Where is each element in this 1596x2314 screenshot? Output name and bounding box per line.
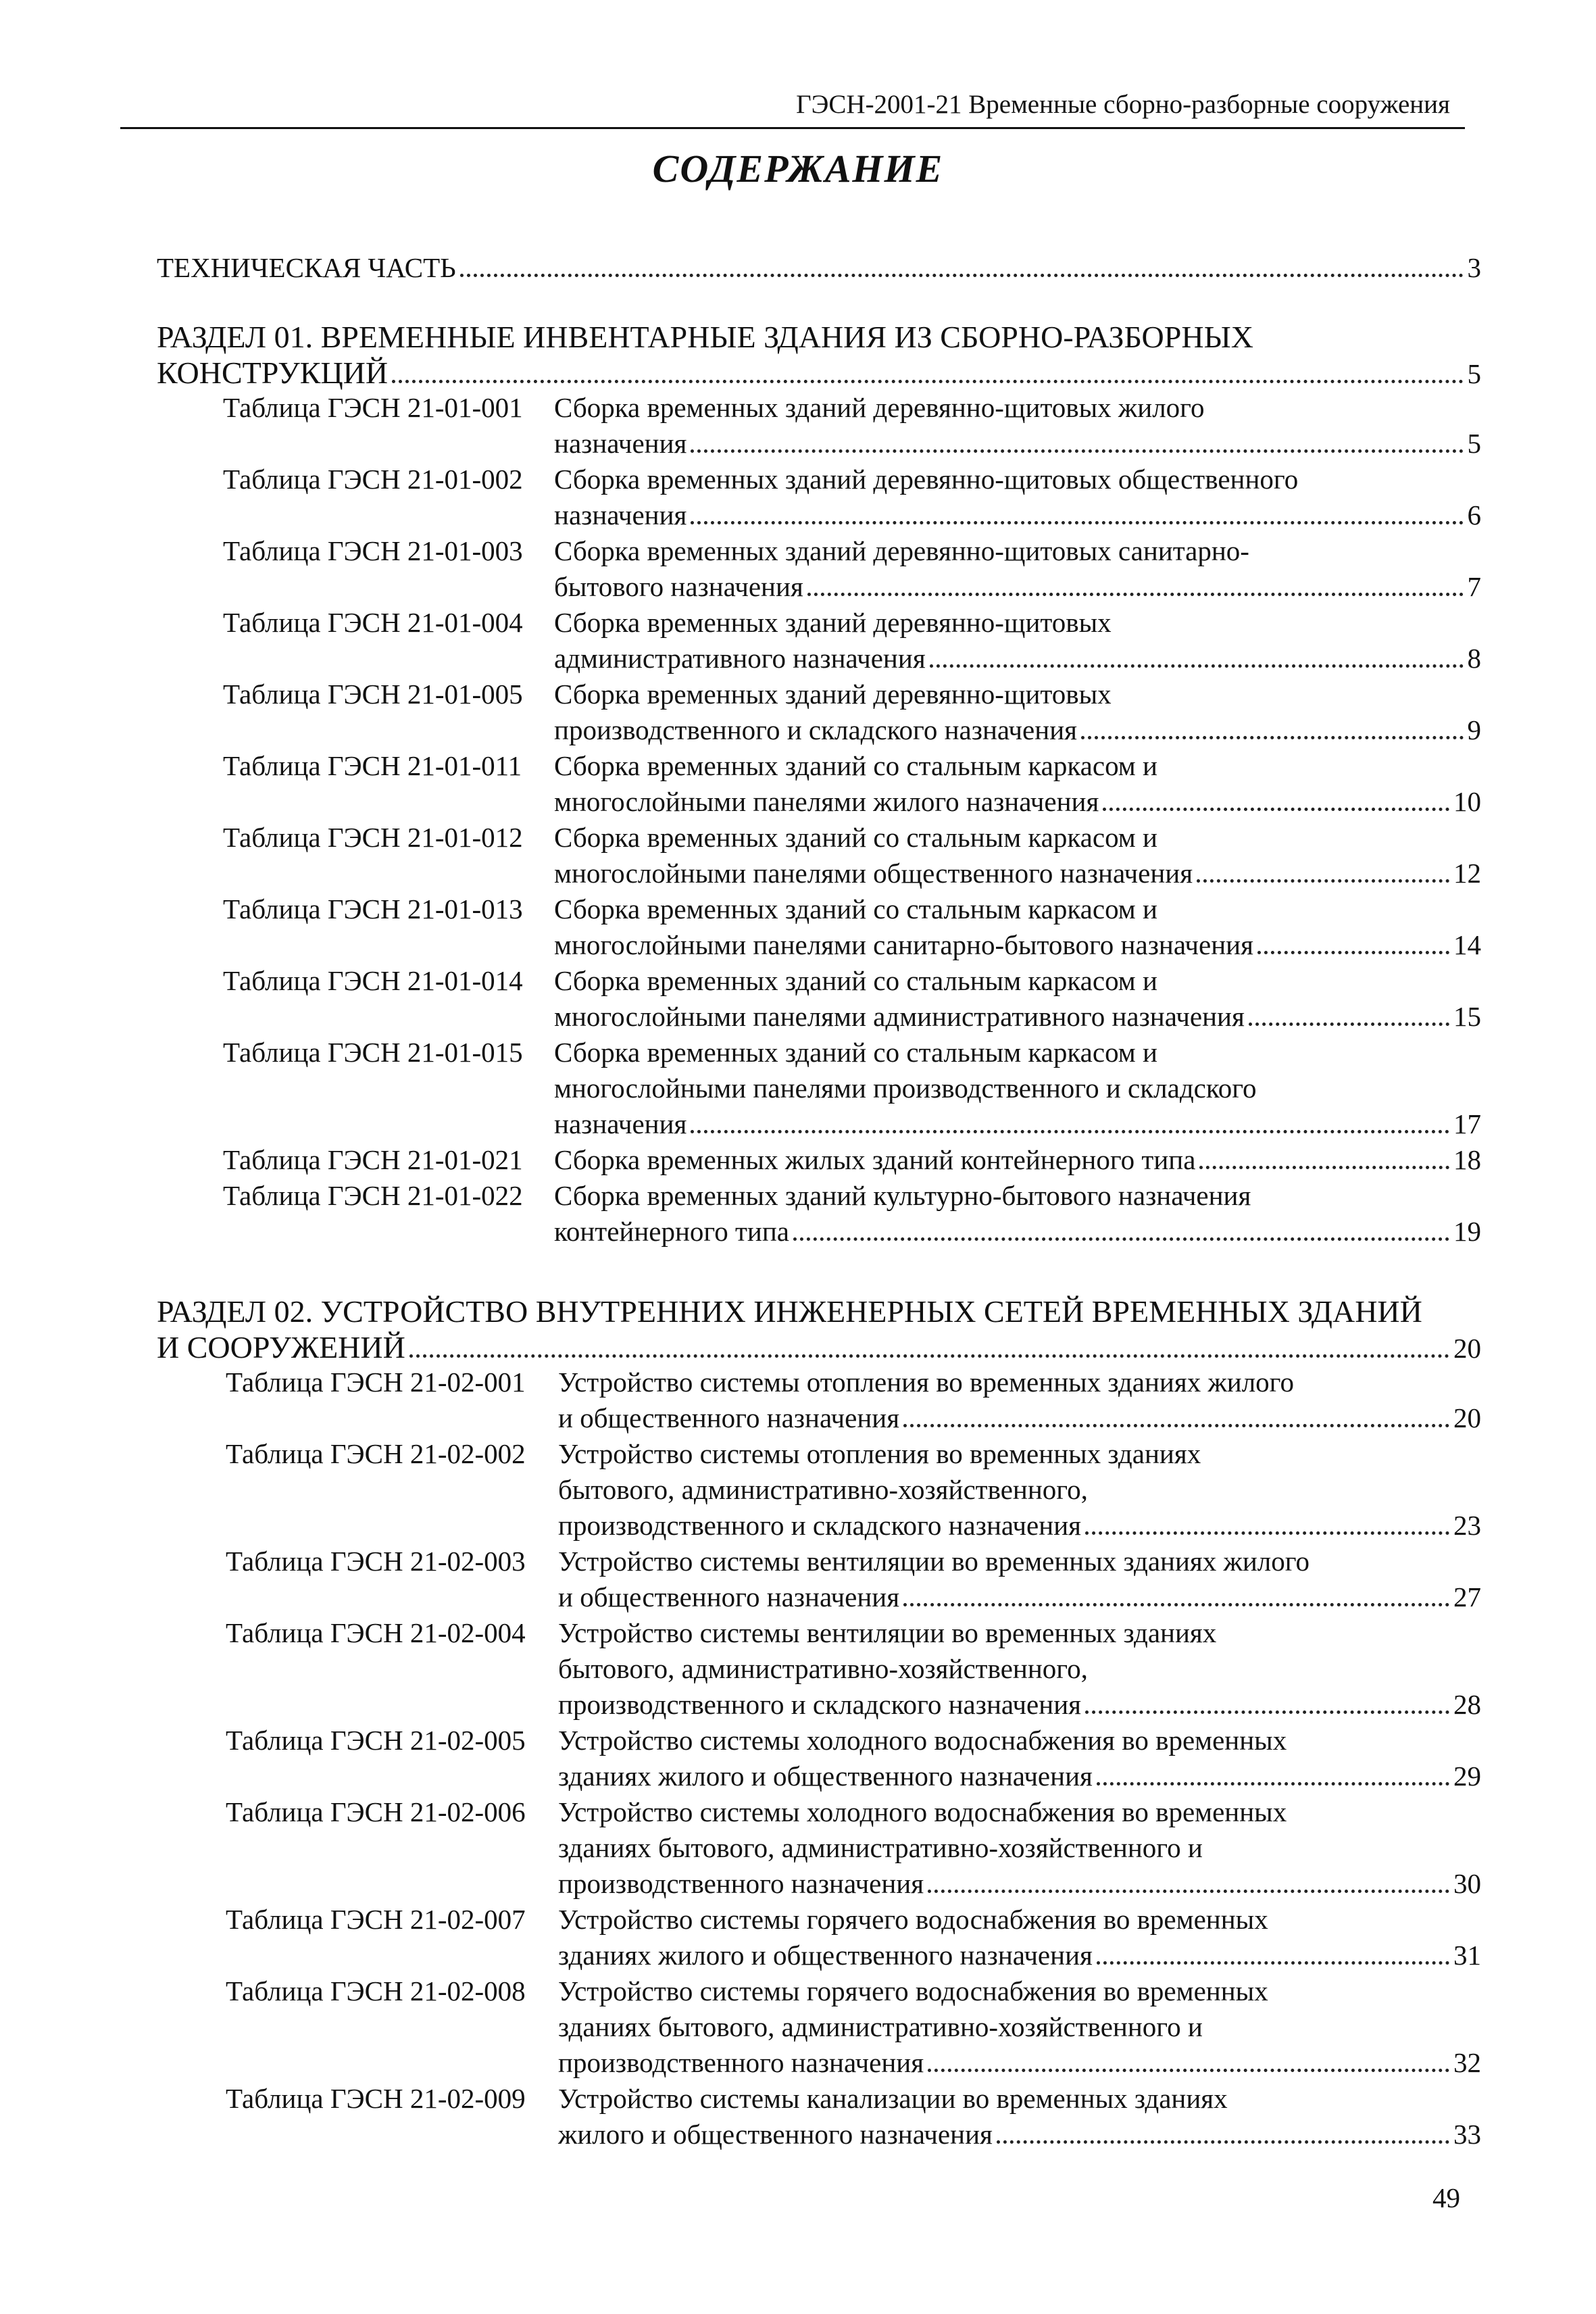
toc-entry[interactable] xyxy=(157,462,1481,533)
entry-description xyxy=(554,891,1481,963)
entry-description xyxy=(558,1794,1481,1902)
entry-description-last-line: и общественного назначения xyxy=(558,1581,900,1613)
entry-indent xyxy=(157,1178,191,1250)
entry-indent xyxy=(157,1794,191,1902)
section-01-page: 5 xyxy=(1467,358,1481,389)
entry-description-last-line: многослойными панелями санитарно-бытового назначения xyxy=(554,929,1253,960)
entry-page-number: 14 xyxy=(1453,929,1481,960)
entry-description-line: многослойными панелями производственного и складского xyxy=(554,1073,1257,1104)
toc-entry[interactable] xyxy=(157,891,1481,963)
toc-entry[interactable] xyxy=(157,1436,1481,1544)
toc-entry[interactable] xyxy=(157,963,1481,1035)
entry-page-number: 6 xyxy=(1467,499,1481,531)
entry-page-number: 17 xyxy=(1453,1108,1481,1139)
section-01-heading-line2[interactable] xyxy=(157,354,1481,390)
entry-table-code: Таблица ГЭСН 21-02-004 xyxy=(226,1617,526,1648)
entry-description xyxy=(554,676,1481,748)
entry-table-code: Таблица ГЭСН 21-02-002 xyxy=(226,1438,526,1469)
entry-indent xyxy=(157,963,191,1035)
dot-leader xyxy=(1097,1782,1449,1786)
entry-page-number: 7 xyxy=(1467,571,1481,602)
entry-page-number: 27 xyxy=(1453,1581,1481,1613)
entry-description xyxy=(554,533,1481,605)
entry-indent xyxy=(157,748,191,820)
entry-indent xyxy=(157,1902,191,1973)
section-02-page: 20 xyxy=(1453,1333,1481,1364)
entry-description-line: Устройство системы отопления во временных зданиях xyxy=(558,1438,1201,1469)
entry-description-last-line: и общественного назначения xyxy=(558,1402,900,1433)
dot-leader xyxy=(691,521,1463,524)
dot-leader xyxy=(1257,951,1449,954)
page-title: СОДЕРЖАНИЕ xyxy=(652,147,944,191)
entry-description-line: Сборка временных зданий деревянно-щитовых жилого xyxy=(554,392,1205,423)
entry-page-number: 8 xyxy=(1467,643,1481,674)
dot-leader xyxy=(409,1354,1449,1358)
entry-description-last-line: производственного и складского назначения xyxy=(554,714,1077,745)
entry-description-line: бытового, административно-хозяйственного, xyxy=(558,1474,1088,1505)
dot-leader xyxy=(1199,1166,1449,1169)
entry-table-code: Таблица ГЭСН 21-02-009 xyxy=(226,2083,526,2114)
entry-table-code: Таблица ГЭСН 21-02-007 xyxy=(226,1904,526,1935)
entry-table-code: Таблица ГЭСН 21-02-005 xyxy=(226,1725,526,1756)
entry-table-code: Таблица ГЭСН 21-01-021 xyxy=(223,1144,523,1175)
entry-description-line: Устройство системы отопления во временных зданиях жилого xyxy=(558,1367,1294,1398)
entry-description-line: Сборка временных зданий деревянно-щитовых санитарно- xyxy=(554,535,1249,566)
entry-table-code: Таблица ГЭСН 21-02-001 xyxy=(226,1367,526,1398)
toc-entry[interactable] xyxy=(157,1142,1481,1178)
toc-entry[interactable] xyxy=(157,390,1481,462)
section-02-title-cont: И СООРУЖЕНИЙ xyxy=(157,1330,405,1364)
entry-description-last-line: назначения xyxy=(554,1108,687,1139)
entry-description-line: Устройство системы вентиляции во временных зданиях жилого xyxy=(558,1546,1310,1577)
entry-description xyxy=(558,1902,1481,1973)
entry-table-code: Таблица ГЭСН 21-01-011 xyxy=(223,750,522,781)
entry-description-last-line: бытового назначения xyxy=(554,571,803,602)
entry-description-line: зданиях бытового, административно-хозяйственного и xyxy=(558,1832,1203,1863)
entry-description xyxy=(558,1973,1481,2081)
entry-page-number: 32 xyxy=(1453,2047,1481,2078)
entry-description-last-line: назначения xyxy=(554,428,687,459)
toc-entry[interactable] xyxy=(157,1902,1481,1973)
toc-entry[interactable] xyxy=(157,1178,1481,1250)
entry-description-line: бытового, административно-хозяйственного, xyxy=(558,1653,1088,1684)
entry-table-code: Таблица ГЭСН 21-01-012 xyxy=(223,822,523,853)
dot-leader xyxy=(1085,1710,1449,1714)
entry-table-code: Таблица ГЭСН 21-01-002 xyxy=(223,464,523,495)
entry-description-last-line: многослойными панелями административного назначения xyxy=(554,1001,1245,1032)
entry-indent xyxy=(157,1973,191,2081)
dot-leader xyxy=(903,1424,1449,1427)
entry-description xyxy=(558,1436,1481,1544)
running-header xyxy=(120,87,1465,129)
entry-description xyxy=(554,1178,1481,1250)
dot-leader xyxy=(903,1603,1449,1606)
entry-page-number: 20 xyxy=(1453,1402,1481,1433)
section-02-heading-line2[interactable] xyxy=(157,1329,1481,1364)
entry-page-number: 15 xyxy=(1453,1001,1481,1032)
entry-description xyxy=(554,1035,1481,1142)
dot-leader xyxy=(1081,736,1464,739)
entry-description-line: Сборка временных зданий со стальным каркасом и xyxy=(554,893,1157,925)
entry-page-number: 18 xyxy=(1453,1144,1481,1175)
section-01-title-cont: КОНСТРУКЦИЙ xyxy=(157,355,389,390)
entry-table-code: Таблица ГЭСН 21-01-004 xyxy=(223,607,523,638)
toc-entry[interactable] xyxy=(157,605,1481,676)
dot-leader xyxy=(691,449,1463,453)
entry-indent xyxy=(157,605,191,676)
entry-table-code: Таблица ГЭСН 21-02-006 xyxy=(226,1796,526,1827)
entry-description xyxy=(558,1544,1481,1615)
toc-tech-page: 3 xyxy=(1467,252,1481,283)
toc-entry[interactable] xyxy=(157,2081,1481,2152)
entry-description-line: Устройство системы вентиляции во временных зданиях xyxy=(558,1617,1217,1648)
entry-description-last-line: многослойными панелями жилого назначения xyxy=(554,786,1099,817)
toc-tech-label: ТЕХНИЧЕСКАЯ ЧАСТЬ xyxy=(157,252,456,283)
entry-description-last-line: производственного и складского назначения xyxy=(558,1689,1081,1720)
entry-indent xyxy=(157,891,191,963)
entry-indent xyxy=(157,820,191,891)
entry-description xyxy=(554,605,1481,676)
entry-indent xyxy=(157,676,191,748)
dot-leader xyxy=(928,2069,1449,2072)
entry-page-number: 19 xyxy=(1453,1216,1481,1247)
entry-indent xyxy=(157,1723,191,1794)
entry-page-number: 31 xyxy=(1453,1940,1481,1971)
entry-description xyxy=(558,1364,1481,1436)
entry-indent xyxy=(157,1142,191,1178)
entry-page-number: 29 xyxy=(1453,1761,1481,1792)
entry-description-last-line: жилого и общественного назначения xyxy=(558,2119,993,2150)
entry-description-last-line: производственного и складского назначения xyxy=(558,1510,1081,1541)
entry-description-line: Устройство системы горячего водоснабжения во временных xyxy=(558,1975,1268,2007)
entry-description-last-line: контейнерного типа xyxy=(554,1216,789,1247)
entry-page-number: 23 xyxy=(1453,1510,1481,1541)
dot-leader xyxy=(928,1890,1449,1893)
entry-description-last-line: производственного назначения xyxy=(558,1868,924,1899)
toc-entry[interactable] xyxy=(157,676,1481,748)
entry-page-number: 28 xyxy=(1453,1689,1481,1720)
entry-table-code: Таблица ГЭСН 21-01-005 xyxy=(223,679,523,710)
entry-indent xyxy=(157,1436,191,1544)
entry-page-number: 10 xyxy=(1453,786,1481,817)
table-of-contents xyxy=(157,250,1481,2152)
entry-description xyxy=(554,462,1481,533)
section-02 xyxy=(157,1293,1481,2152)
entry-description-last-line: Сборка временных жилых зданий контейнерного типа xyxy=(554,1144,1196,1175)
entry-description-last-line: производственного назначения xyxy=(558,2047,924,2078)
entry-description xyxy=(554,820,1481,891)
toc-entry[interactable] xyxy=(157,1615,1481,1723)
section-02-title: РАЗДЕЛ 02. УСТРОЙСТВО ВНУТРЕННИХ ИНЖЕНЕРНЫХ СЕТЕЙ ВРЕМЕННЫХ ЗДАНИЙ xyxy=(157,1294,1422,1329)
section-02-entries xyxy=(157,1364,1481,2152)
entry-description-line: Устройство системы холодного водоснабжения во временных xyxy=(558,1725,1287,1756)
entry-description xyxy=(554,390,1481,462)
toc-entry[interactable] xyxy=(157,748,1481,820)
toc-entry[interactable] xyxy=(157,1794,1481,1902)
entry-description-last-line: зданиях жилого и общественного назначения xyxy=(558,1940,1093,1971)
dot-leader xyxy=(1103,808,1449,811)
toc-tech-line[interactable] xyxy=(157,250,1481,286)
entry-indent xyxy=(157,533,191,605)
entry-indent xyxy=(157,1364,191,1436)
dot-leader xyxy=(930,664,1464,668)
dot-leader xyxy=(1197,879,1449,883)
running-header-text: ГЭСН-2001-21 Временные сборно-разборные сооружения xyxy=(796,90,1450,119)
entry-page-number: 9 xyxy=(1467,714,1481,745)
toc-entry[interactable] xyxy=(157,1035,1481,1142)
entry-description xyxy=(558,2081,1481,2152)
dot-leader xyxy=(392,380,1463,383)
entry-description-line: Устройство системы канализации во временных зданиях xyxy=(558,2083,1228,2114)
entry-indent xyxy=(157,2081,191,2152)
entry-table-code: Таблица ГЭСН 21-01-022 xyxy=(223,1180,523,1211)
entry-table-code: Таблица ГЭСН 21-01-003 xyxy=(223,535,523,566)
entry-page-number: 12 xyxy=(1453,858,1481,889)
entry-description-last-line: административного назначения xyxy=(554,643,926,674)
entry-description-line: Устройство системы горячего водоснабжения во временных xyxy=(558,1904,1268,1935)
dot-leader xyxy=(1249,1023,1449,1026)
toc-entry[interactable] xyxy=(157,1723,1481,1794)
entry-indent xyxy=(157,1544,191,1615)
entry-description-line: Сборка временных зданий со стальным каркасом и xyxy=(554,822,1157,853)
section-02-heading-line1[interactable] xyxy=(157,1293,1481,1329)
entry-description xyxy=(558,1615,1481,1723)
entry-table-code: Таблица ГЭСН 21-02-008 xyxy=(226,1975,526,2007)
entry-description-last-line: зданиях жилого и общественного назначения xyxy=(558,1761,1093,1792)
dot-leader xyxy=(1085,1531,1449,1535)
entry-description xyxy=(554,963,1481,1035)
entry-description xyxy=(554,748,1481,820)
entry-description-line: Сборка временных зданий деревянно-щитовых xyxy=(554,607,1112,638)
entry-page-number: 5 xyxy=(1467,428,1481,459)
entry-indent xyxy=(157,462,191,533)
entry-indent xyxy=(157,390,191,462)
entry-description-last-line: многослойными панелями общественного назначения xyxy=(554,858,1193,889)
toc-entry[interactable] xyxy=(157,533,1481,605)
toc-entry[interactable] xyxy=(157,1364,1481,1436)
dot-leader xyxy=(691,1130,1449,1133)
toc-entry[interactable] xyxy=(157,1973,1481,2081)
entry-page-number: 30 xyxy=(1453,1868,1481,1899)
entry-indent xyxy=(157,1035,191,1142)
entry-description-line: Устройство системы холодного водоснабжения во временных xyxy=(558,1796,1287,1827)
entry-page-number: 33 xyxy=(1453,2119,1481,2150)
entry-description-line: Сборка временных зданий со стальным каркасом и xyxy=(554,750,1157,781)
entry-table-code: Таблица ГЭСН 21-01-013 xyxy=(223,893,523,925)
entry-description xyxy=(558,1723,1481,1794)
dot-leader xyxy=(997,2140,1449,2144)
entry-description xyxy=(554,1142,1481,1178)
entry-description-line: Сборка временных зданий деревянно-щитовых общественного xyxy=(554,464,1299,495)
section-01-entries xyxy=(157,390,1481,1250)
entry-description-line: Сборка временных зданий со стальным каркасом и xyxy=(554,965,1157,996)
dot-leader xyxy=(460,274,1464,277)
entry-description-line: Сборка временных зданий культурно-бытового назначения xyxy=(554,1180,1251,1211)
section-01 xyxy=(157,318,1481,1250)
entry-description-line: зданиях бытового, административно-хозяйственного и xyxy=(558,2011,1203,2042)
entry-table-code: Таблица ГЭСН 21-02-003 xyxy=(226,1546,526,1577)
entry-description-line: Сборка временных зданий со стальным каркасом и xyxy=(554,1037,1157,1068)
page-number: 49 xyxy=(1432,2182,1460,2213)
section-01-heading-line1[interactable] xyxy=(157,318,1481,354)
section-01-title: РАЗДЕЛ 01. ВРЕМЕННЫЕ ИНВЕНТАРНЫЕ ЗДАНИЯ ИЗ СБОРНО-РАЗБОРНЫХ xyxy=(157,320,1253,354)
toc-entry[interactable] xyxy=(157,820,1481,891)
dot-leader xyxy=(807,593,1464,596)
dot-leader xyxy=(793,1237,1449,1241)
entry-indent xyxy=(157,1615,191,1723)
entry-table-code: Таблица ГЭСН 21-01-014 xyxy=(223,965,523,996)
entry-table-code: Таблица ГЭСН 21-01-015 xyxy=(223,1037,523,1068)
entry-description-last-line: назначения xyxy=(554,499,687,531)
entry-description-line: Сборка временных зданий деревянно-щитовых xyxy=(554,679,1112,710)
dot-leader xyxy=(1097,1961,1449,1965)
entry-table-code: Таблица ГЭСН 21-01-001 xyxy=(223,392,523,423)
toc-entry[interactable] xyxy=(157,1544,1481,1615)
